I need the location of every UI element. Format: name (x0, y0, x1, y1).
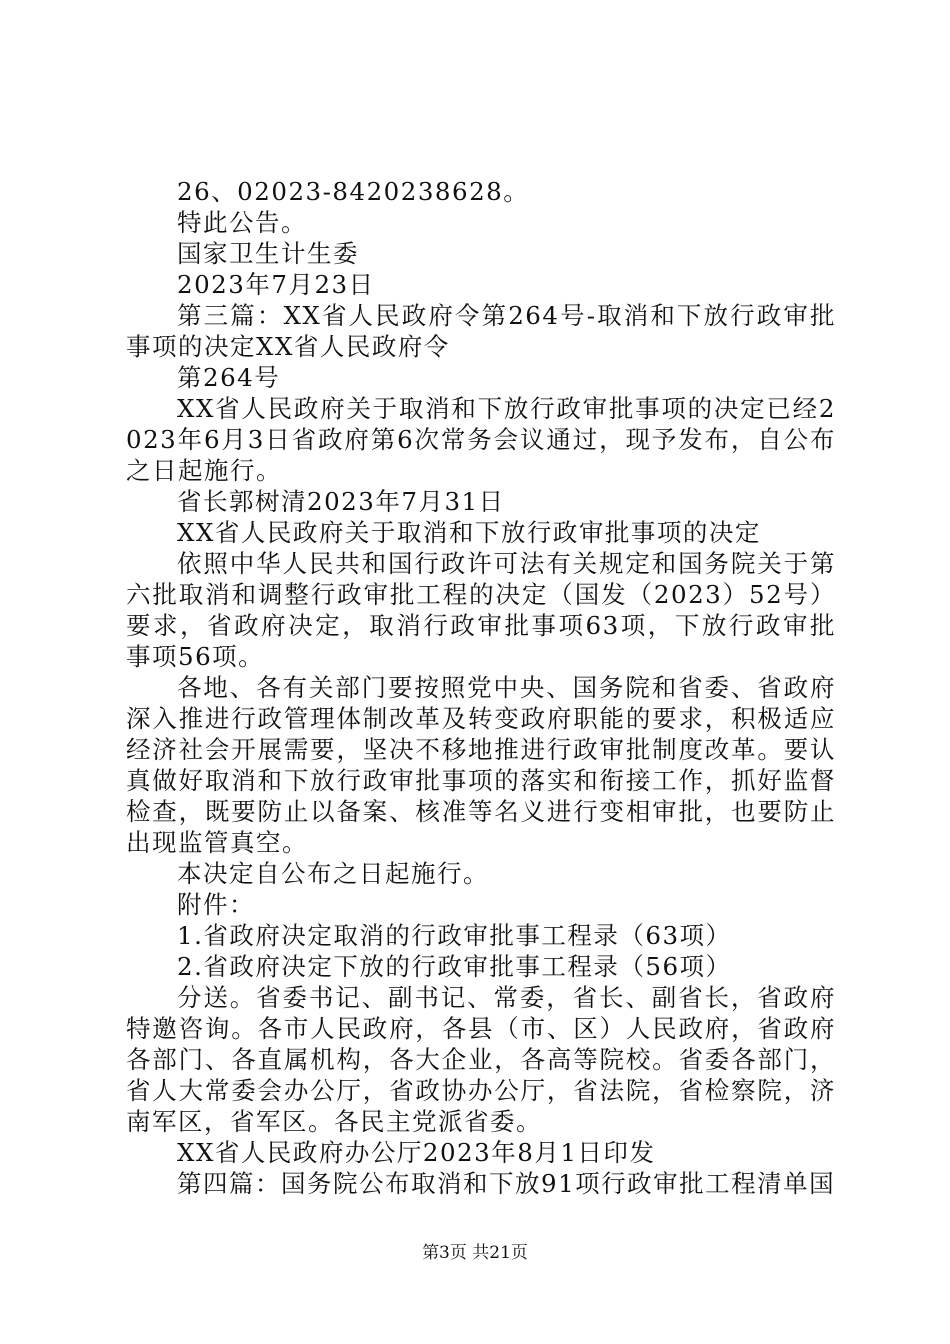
paragraph: 省长郭树清2023年7月31日 (177, 487, 505, 516)
paragraph: 国家卫生计生委 (177, 239, 359, 268)
paragraph: 分送。省委书记、副书记、常委，省长、副省长，省政府特邀咨询。各市人民政府，各县（市、区）人民政府，省政府各部门、各直属机构，各大企业，各高等院校。省委各部门，省人大常委会办公厅，省政协办公厅，省法院，省检察院，济南军区，省军区。各民主党派省委。 (126, 983, 836, 1136)
section-heading: 第四篇：国务院公布取消和下放91项行政审批工程清单国 (177, 1169, 836, 1198)
paragraph: 本决定自公布之日起施行。 (177, 859, 489, 888)
paragraph: 附件： (177, 890, 255, 919)
page-number-footer: 第3页 共21页 (422, 1243, 528, 1263)
paragraph: 特此公告。 (177, 208, 307, 237)
section-heading: 第三篇：XX省人民政府令第264号-取消和下放行政审批事项的决定XX省人民政府令 (126, 301, 836, 361)
paragraph: XX省人民政府办公厅2023年8月1日印发 (177, 1138, 656, 1167)
attachment-item: 1.省政府决定取消的行政审批事工程录（63项） (177, 921, 732, 950)
paragraph: 第264号 (177, 363, 281, 392)
paragraph: 各地、各有关部门要按照党中央、国务院和省委、省政府深入推进行政管理体制改革及转变政府职能的要求，积极适应经济社会开展需要，坚决不移地推进行政审批制度改革。要认真做好取消和下放行政审批事项的落实和衔接工作，抓好监督检查，既要防止以备案、核准等名义进行变相审批，也要防止出现监管真空。 (126, 673, 836, 857)
paragraph: 2023年7月23日 (177, 270, 375, 299)
document-body (126, 176, 836, 1199)
paragraph: XX省人民政府关于取消和下放行政审批事项的决定已经2023年6月3日省政府第6次常务会议通过，现予发布，自公布之日起施行。 (126, 394, 836, 485)
attachment-item: 2.省政府决定下放的行政审批事工程录（56项） (177, 952, 732, 981)
paragraph: 依照中华人民共和国行政许可法有关规定和国务院关于第六批取消和调整行政审批工程的决定（国发（2023）52号）要求，省政府决定，取消行政审批事项63项，下放行政审批事项56项。 (126, 549, 836, 671)
paragraph: XX省人民政府关于取消和下放行政审批事项的决定 (177, 518, 761, 547)
paragraph: 26、02023-8420238628。 (177, 177, 530, 206)
